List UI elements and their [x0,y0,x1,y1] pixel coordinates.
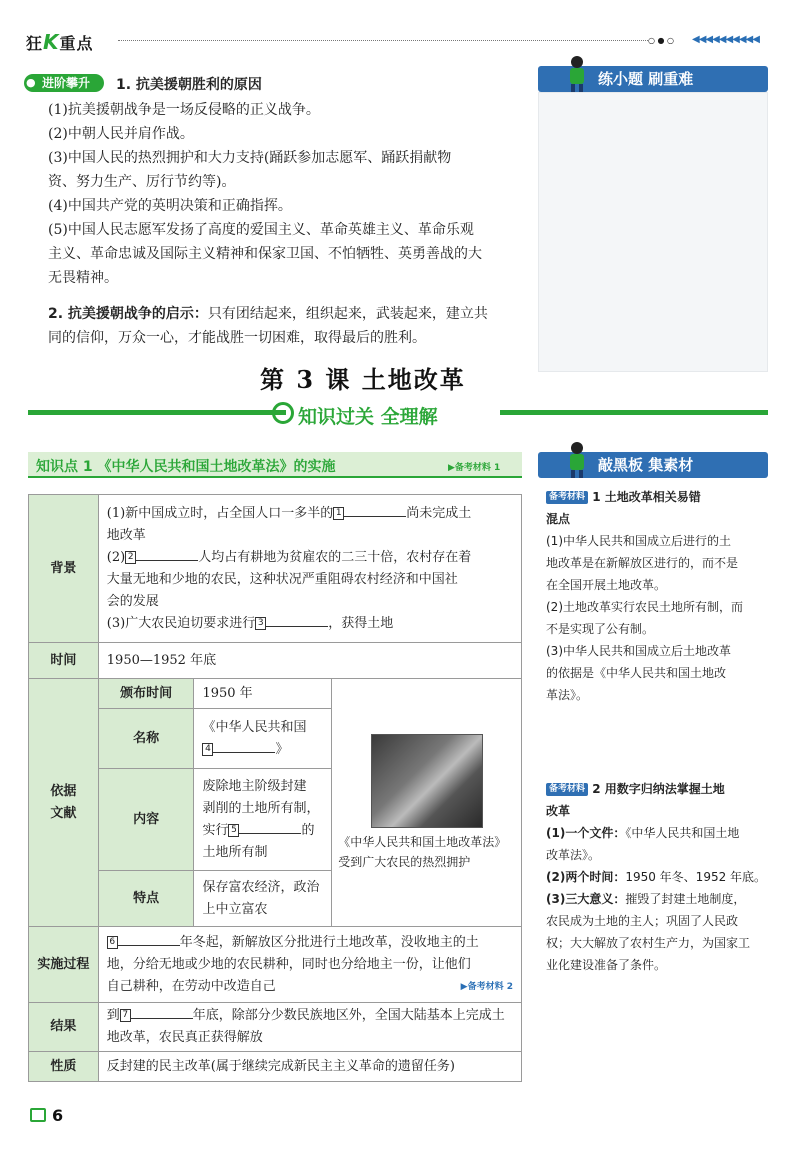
material-1-line: (2)土地改革实行农民土地所有制，而 [546,600,743,614]
publish-time-header: 颁布时间 [98,679,194,709]
knowledge-ref: ▶备考材料 1 [448,463,501,473]
tag-pin-icon: ● [26,76,36,89]
nature-header: 性质 [29,1052,99,1082]
fill-blank-2[interactable] [136,547,198,561]
knowledge-title: 知识点 1 《中华人民共和国土地改革法》的实施 [36,459,336,475]
background-cell: (1)新中国成立时，占全国人口一多半的 1 尚未完成土 地改革 (2) 2 人均占有耕地为贫雇农的二三十倍，农村存在着 大量无地和少地的农民，这种状况严重阻碍农村经济和中国社 会的发展 (3)广大农民迫切要求进行 3 ，获得土地 [98,495,521,643]
material-1-line: 革法》。 [546,688,589,702]
advance-item: 资、努力生产、厉行节约等)。 [48,174,236,190]
practice-panel-title: 练小题 刷重难 [538,66,768,92]
insight-text-cont: 同的信仰，万众一心，才能战胜一切困难，取得最后的胜利。 [48,330,426,346]
material-1-line: 的依据是《中华人民共和国土地改 [546,666,727,680]
blank-number: 5 [228,824,239,837]
name-value: 《中华人民共和国 4 》 [194,709,332,769]
advance-title: 1. 抗美援朝胜利的原因 [116,77,262,93]
blackboard-panel-title: 敲黑板 集素材 [538,452,768,478]
material-1-line: 在全国开展土地改革。 [546,578,667,592]
name-header: 名称 [98,709,194,769]
knowledge-table [28,494,522,1082]
advance-item: 无畏精神。 [48,270,118,286]
photo-cell [332,679,522,927]
fill-blank-5[interactable] [239,820,301,834]
advance-item: 主义、革命忠诚及国际主义精神和保家卫国、不怕牺牲、英勇善战的大 [48,246,482,262]
insight-block [48,302,528,350]
material-1-line: 不是实现了公有制。 [546,622,655,636]
page-cart-icon [30,1108,46,1122]
fill-blank-7[interactable] [131,1005,193,1019]
header-dots-icon: ○ ● ○ [648,36,675,45]
fill-blank-4[interactable] [213,739,275,753]
result-header: 结果 [29,1003,99,1052]
material-1-title: 1 土地改革相关易错 [592,490,701,504]
material-1-line: (3)中华人民共和国成立后土地改革 [546,644,731,658]
publish-time-value: 1950 年 [194,679,332,709]
material-1-title-cont: 混点 [546,512,571,526]
advance-list [48,98,528,290]
page-number: 6 [52,1106,64,1125]
fill-blank-1[interactable] [344,503,406,517]
section-swirl-icon [272,402,294,424]
brand-logo: 狂K重点 [26,30,94,54]
blank-number: 4 [202,743,213,756]
section-title: 知识过关 全理解 [298,406,438,428]
time-header: 时间 [29,643,99,679]
practice-panel [538,66,768,372]
teacher-figure-icon [562,440,592,480]
lesson-title: 第 3 课 土地改革 [260,365,466,394]
student-figure-icon [562,54,592,94]
material-1 [546,486,768,706]
material-2: 备考材料 2 用数字归纳法掌握土地 改革 (1)一个文件：《中华人民共和国土地 改革法》。 (2)两个时间：1950 年冬、1952 年底。 (3)三大意义：摧毁了封建土地制度， 农民成为土地的主人；巩固了人民政 权；大大解放了农村生产力，为国家工 业化建设准备了条件。 [546,782,767,972]
material-1-line: (1)中华人民共和国成立后进行的土 [546,534,731,548]
content-value: 废除地主阶级封建 剥削的土地所有制， 实行 5 的 土地所有制 [194,769,332,871]
blank-number: 1 [333,507,344,520]
time-value: 1950—1952 年底 [98,643,521,679]
feature-header: 特点 [98,871,194,927]
header-divider [118,40,648,41]
nature-value: 反封建的民主改革(属于继续完成新民主主义革命的遗留任务) [98,1052,521,1082]
process-ref: ▶备考材料 2 [460,981,513,992]
material-2-title-cont: 改革 [546,804,571,818]
practice-panel-body [538,92,768,372]
advance-item: (5)中国人民志愿军发扬了高度的爱国主义、革命英雄主义、革命乐观 [48,222,474,238]
material-1-line: 地改革是在新解放区进行的，而不是 [546,556,739,570]
process-value: 6 年冬起，新解放区分批进行土地改革，没收地主的土 地，分给无地或少地的农民耕种，同时也分给地主一份，让他们 自己耕种，在劳动中改造自己 ▶备考材料 2 [98,927,521,1003]
advance-item: (4)中国共产党的英明决策和正确指挥。 [48,198,292,214]
background-header: 背景 [29,495,99,643]
material-2-title: 2 用数字归纳法掌握土地 [592,782,725,796]
blank-number: 2 [125,551,136,564]
content-header: 内容 [98,769,194,871]
blank-number: 6 [107,936,118,949]
header-arrows-icon: ◀◀◀◀◀◀◀◀◀◀ [692,34,759,45]
insight-label: 2. 抗美援朝战争的启示： [48,306,208,322]
document-header: 依据 文献 [29,679,99,927]
insight-text: 只有团结起来，组织起来，武装起来，建立共 [207,306,488,322]
blank-number: 7 [120,1009,131,1022]
land-reform-photo [371,734,483,828]
fill-blank-6[interactable] [118,932,180,946]
result-value: 到 7 年底，除部分少数民族地区外，全国大陆基本上完成土 地改革，农民真正获得解放 [98,1003,521,1052]
photo-caption: 《中华人民共和国土地改革法》受到广大农民的热烈拥护 [338,834,507,869]
advance-item: (1)抗美援朝战争是一场反侵略的正义战争。 [48,102,320,118]
fill-blank-3[interactable] [266,613,328,627]
advance-item: (3)中国人民的热烈拥护和大力支持(踊跃参加志愿军、踊跃捐献物 [48,150,452,166]
advance-item: (2)中朝人民并肩作战。 [48,126,194,142]
advance-tag: 进阶攀升 [24,74,104,92]
feature-value: 保存富农经济，政治 上中立富农 [194,871,332,927]
process-header: 实施过程 [29,927,99,1003]
blank-number: 3 [255,617,266,630]
material-1-label: 备考材料 [546,491,588,504]
material-2-label: 备考材料 [546,783,588,796]
